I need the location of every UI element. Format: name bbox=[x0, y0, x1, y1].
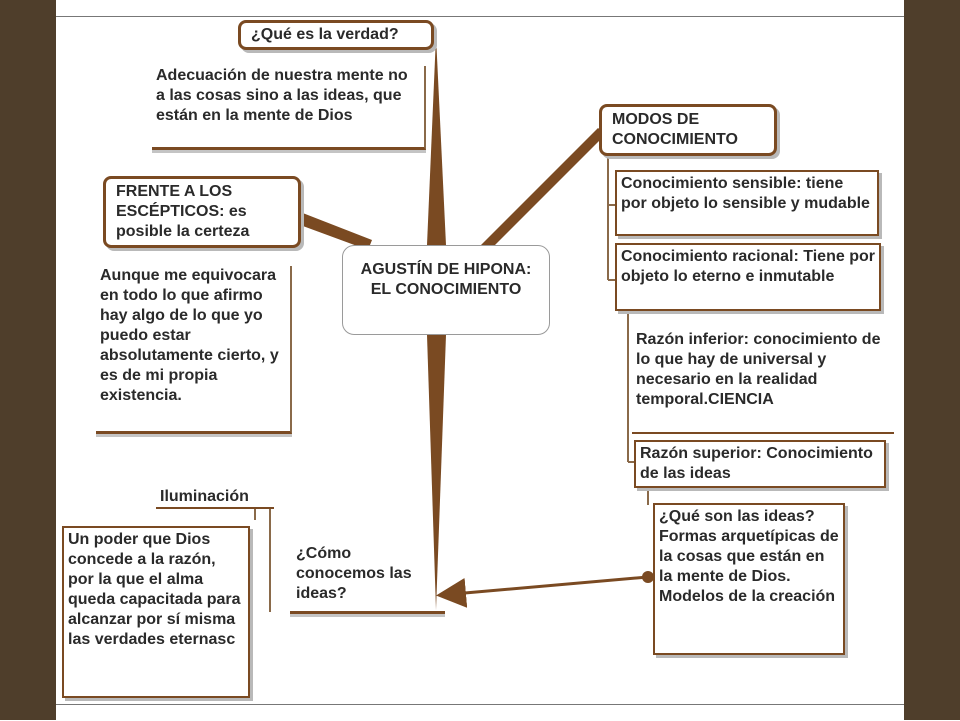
modos-sensible: Conocimiento sensible: tiene por objeto lo sensible y mudable bbox=[615, 170, 879, 236]
trunk-up bbox=[427, 36, 446, 245]
escepticos-title: FRENTE A LOS ESCÉPTICOS: es posible la certeza bbox=[103, 176, 301, 248]
verdad-question: ¿Qué es la verdad? bbox=[238, 20, 434, 50]
razon-inferior: Razón inferior: conocimiento de lo que hay de universal y necesario en la realidad temporal.CIENCIA bbox=[632, 330, 894, 434]
razon-superior: Razón superior: Conocimiento de las ideas bbox=[634, 440, 886, 488]
ideas-question: ¿Cómo conocemos las ideas? bbox=[290, 544, 445, 614]
branch-escepticos bbox=[292, 210, 372, 250]
branch-modos bbox=[480, 128, 606, 250]
center-node: AGUSTÍN DE HIPONA: EL CONOCIMIENTO bbox=[342, 245, 550, 335]
arrow-ideas bbox=[442, 577, 648, 595]
modos-title: MODOS DE CONOCIMIENTO bbox=[599, 104, 777, 156]
verdad-answer: Adecuación de nuestra mente no a las cosas sino a las ideas, que están en la mente de Dios bbox=[152, 66, 426, 150]
iluminacion-title: Iluminación bbox=[156, 487, 274, 509]
ideas-answer: ¿Qué son las ideas? Formas arquetípicas de la cosas que están en la mente de Dios. Modelos de la creación bbox=[653, 503, 845, 655]
escepticos-text: Aunque me equivocara en todo lo que afirmo hay algo de lo que yo puedo estar absolutamente cierto, y es de mi propia existencia. bbox=[96, 266, 292, 434]
iluminacion-text: Un poder que Dios concede a la razón, por la que el alma queda capacitada para alcanzar por sí misma las verdades eternasc bbox=[62, 526, 250, 698]
modos-racional: Conocimiento racional: Tiene por objeto lo eterno e inmutable bbox=[615, 243, 881, 311]
